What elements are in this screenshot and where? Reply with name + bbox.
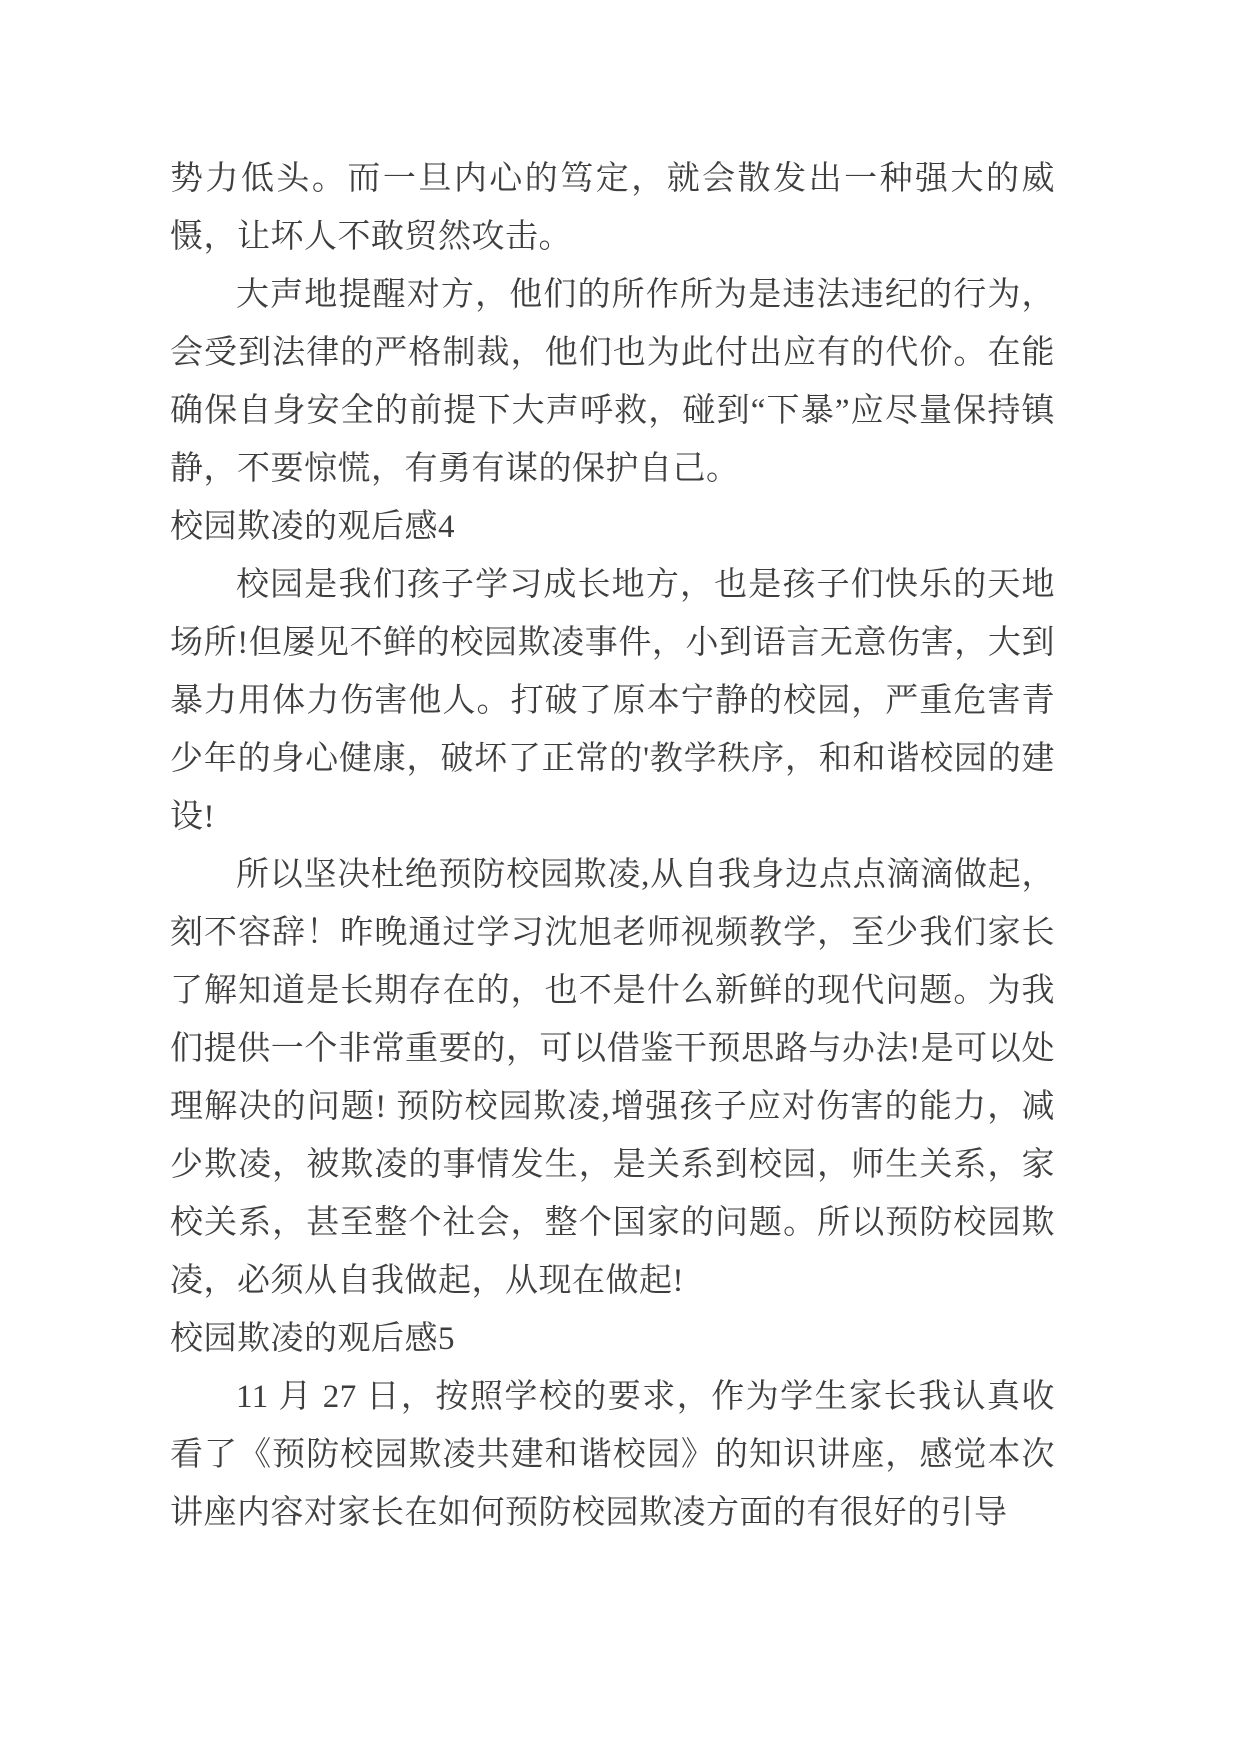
paragraph: 势力低头。而一旦内心的笃定，就会散发出一种强大的威慑，让坏人不敢贸然攻击。 bbox=[170, 161, 1055, 255]
paragraph: 校园是我们孩子学习成长地方，也是孩子们快乐的天地场所!但屡见不鲜的校园欺凌事件，小到语言无意伤害，大到暴力用体力伤害他人。打破了原本宁静的校园，严重危害青少年的身心健康，破坏了正常的'教学秩序，和和谐校园的建设! bbox=[170, 567, 1055, 835]
paragraph: 11 月 27 日，按照学校的要求，作为学生家长我认真收看了《预防校园欺凌共建和谐校园》的知识讲座，感觉本次讲座内容对家长在如何预防校园欺凌方面的有很好的引导 bbox=[170, 1379, 1055, 1531]
paragraph: 大声地提醒对方，他们的所作所为是违法违纪的行为，会受到法律的严格制裁，他们也为此付出应有的代价。在能确保自身安全的前提下大声呼救，碰到“下暴”应尽量保持镇静，不要惊慌，有勇有谋的保护自己。 bbox=[170, 277, 1055, 487]
section-heading: 校园欺凌的观后感4 bbox=[170, 509, 455, 545]
section-heading: 校园欺凌的观后感5 bbox=[170, 1321, 455, 1357]
paragraph: 所以坚决杜绝预防校园欺凌,从自我身边点点滴滴做起，刻不容辞！昨晚通过学习沈旭老师视频教学，至少我们家长了解知道是长期存在的，也不是什么新鲜的现代问题。为我们提供一个非常重要的，可以借鉴干预思路与办法!是可以处理解决的问题! 预防校园欺凌,增强孩子应对伤害的能力，减少欺凌，被欺凌的事情发生，是关系到校园，师生关系，家校关系，甚至整个社会，整个国家的问题。所以预防校园欺凌，必须从自我做起，从现在做起! bbox=[170, 857, 1055, 1299]
